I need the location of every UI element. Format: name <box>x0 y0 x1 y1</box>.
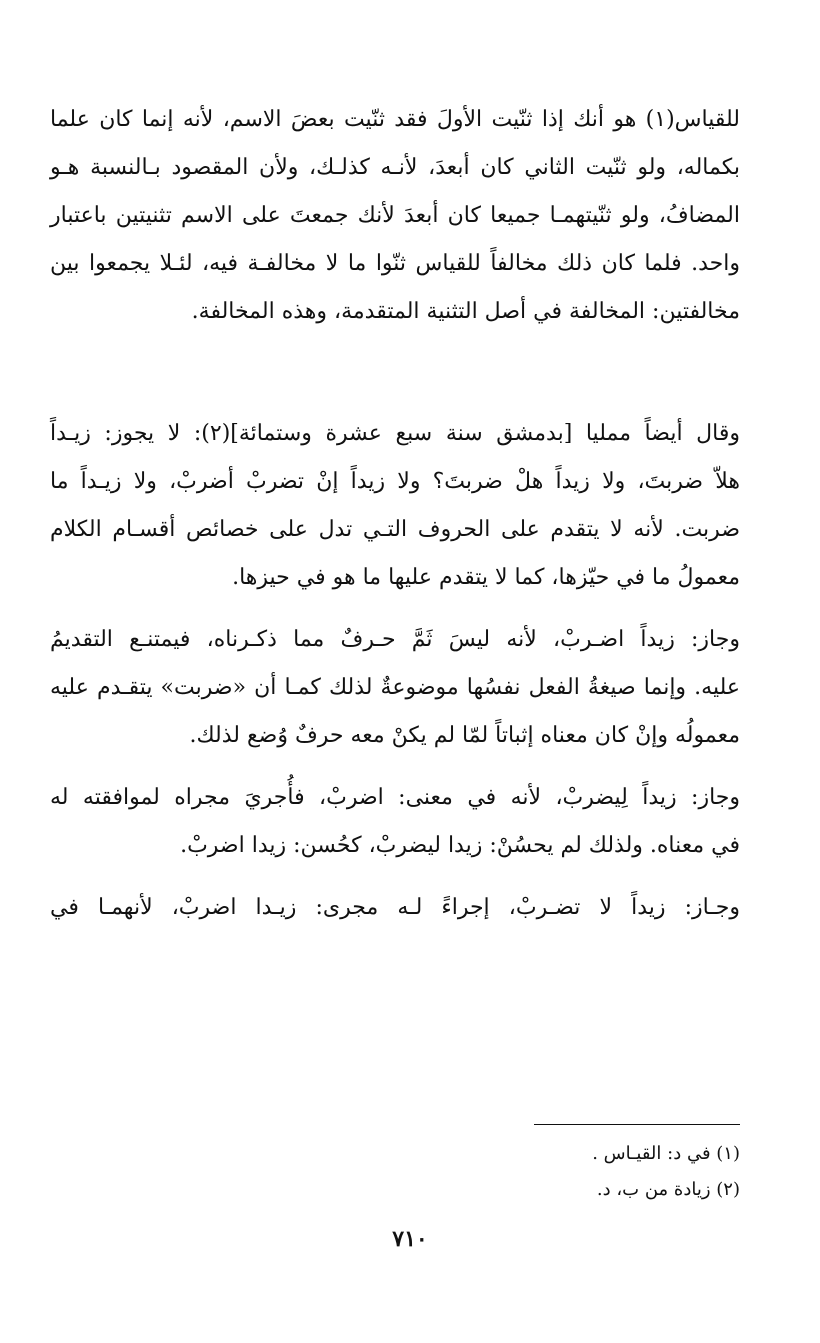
footnote-divider <box>534 1124 740 1125</box>
text-line: معمولُه وإنْ كان معناه إثباتاً لمّا لم يكنْ معه حرفٌ وُضع لذلك. <box>189 723 740 748</box>
text-line: مخالفتين: المخالفة في أصل التثنية المتقدمة، وهذه المخالفة. <box>191 299 740 324</box>
text-line: عليه. وإنما صيغةُ الفعل نفسُها موضوعةٌ لذلك كمـا أن «ضربت» يتقـدم عليه <box>50 675 740 700</box>
text-line: وقال أيضاً ممليا [بدمشق سنة سبع عشرة وستمائة](٢): لا يجوز: زيـداً <box>50 421 740 446</box>
footnotes <box>50 1136 740 1208</box>
paragraph-5 <box>50 884 740 932</box>
text-line: معمولُ ما في حيّزها، كما لا يتقدم عليها ما هو في حيزها. <box>232 565 740 590</box>
footnote-1: (١) في د: القيـاس . <box>592 1143 740 1164</box>
text-line: واحد. فلما كان ذلك مخالفاً للقياس ثنّوا ما لا مخالفـة فيه، لئـلا يجمعوا بين <box>50 251 740 276</box>
text-line: وجـاز: زيداً لا تضـربْ، إجراءً لـه مجرى: زيـدا اضربْ، لأنهمـا في <box>50 895 740 920</box>
page-body <box>50 96 740 932</box>
text-line: وجاز: زيداً اضـربْ، لأنه ليسَ ثَمَّ حـرفٌ مما ذكـرناه، فيمتنـع التقديمُ <box>50 627 740 652</box>
text-line: للقياس(١) هو أنك إذا ثنّيت الأولَ فقد ثنّيت بعضَ الاسم، لأنه إنما كان علما <box>50 107 740 132</box>
footnote-2: (٢) زيادة من ب، د. <box>596 1179 740 1200</box>
text-line: وجاز: زيداً لِيضربْ، لأنه في معنى: اضربْ، فأُجريَ مجراه لموافقته له <box>50 785 740 810</box>
text-line: المضافُ، ولو ثنّيتهمـا جميعا كان أبعدَ لأنك جمعتَ على الاسم تثنيتين باعتبار <box>50 203 740 228</box>
text-line: في معناه. ولذلك لم يحسُنْ: زيدا ليضربْ، كحُسن: زيدا اضربْ. <box>180 833 740 858</box>
text-line: بكماله، ولو ثنّيت الثاني كان أبعدَ، لأنـه كذلـك، ولأن المقصود بـالنسبة هـو <box>50 155 740 180</box>
text-line: ضربت. لأنه لا يتقدم على الحروف التـي تدل على خصائص أقسـام الكلام <box>50 517 740 542</box>
paragraph-1 <box>50 96 740 336</box>
paragraph-3 <box>50 616 740 760</box>
paragraph-4 <box>50 774 740 870</box>
page-number: ٧١٠ <box>392 1226 428 1252</box>
text-line: هلاّ ضربتَ، ولا زيداً هلْ ضربتَ؟ ولا زيداً إنْ تضربْ أضربْ، ولا زيـداً ما <box>50 469 740 494</box>
paragraph-2 <box>50 410 740 602</box>
